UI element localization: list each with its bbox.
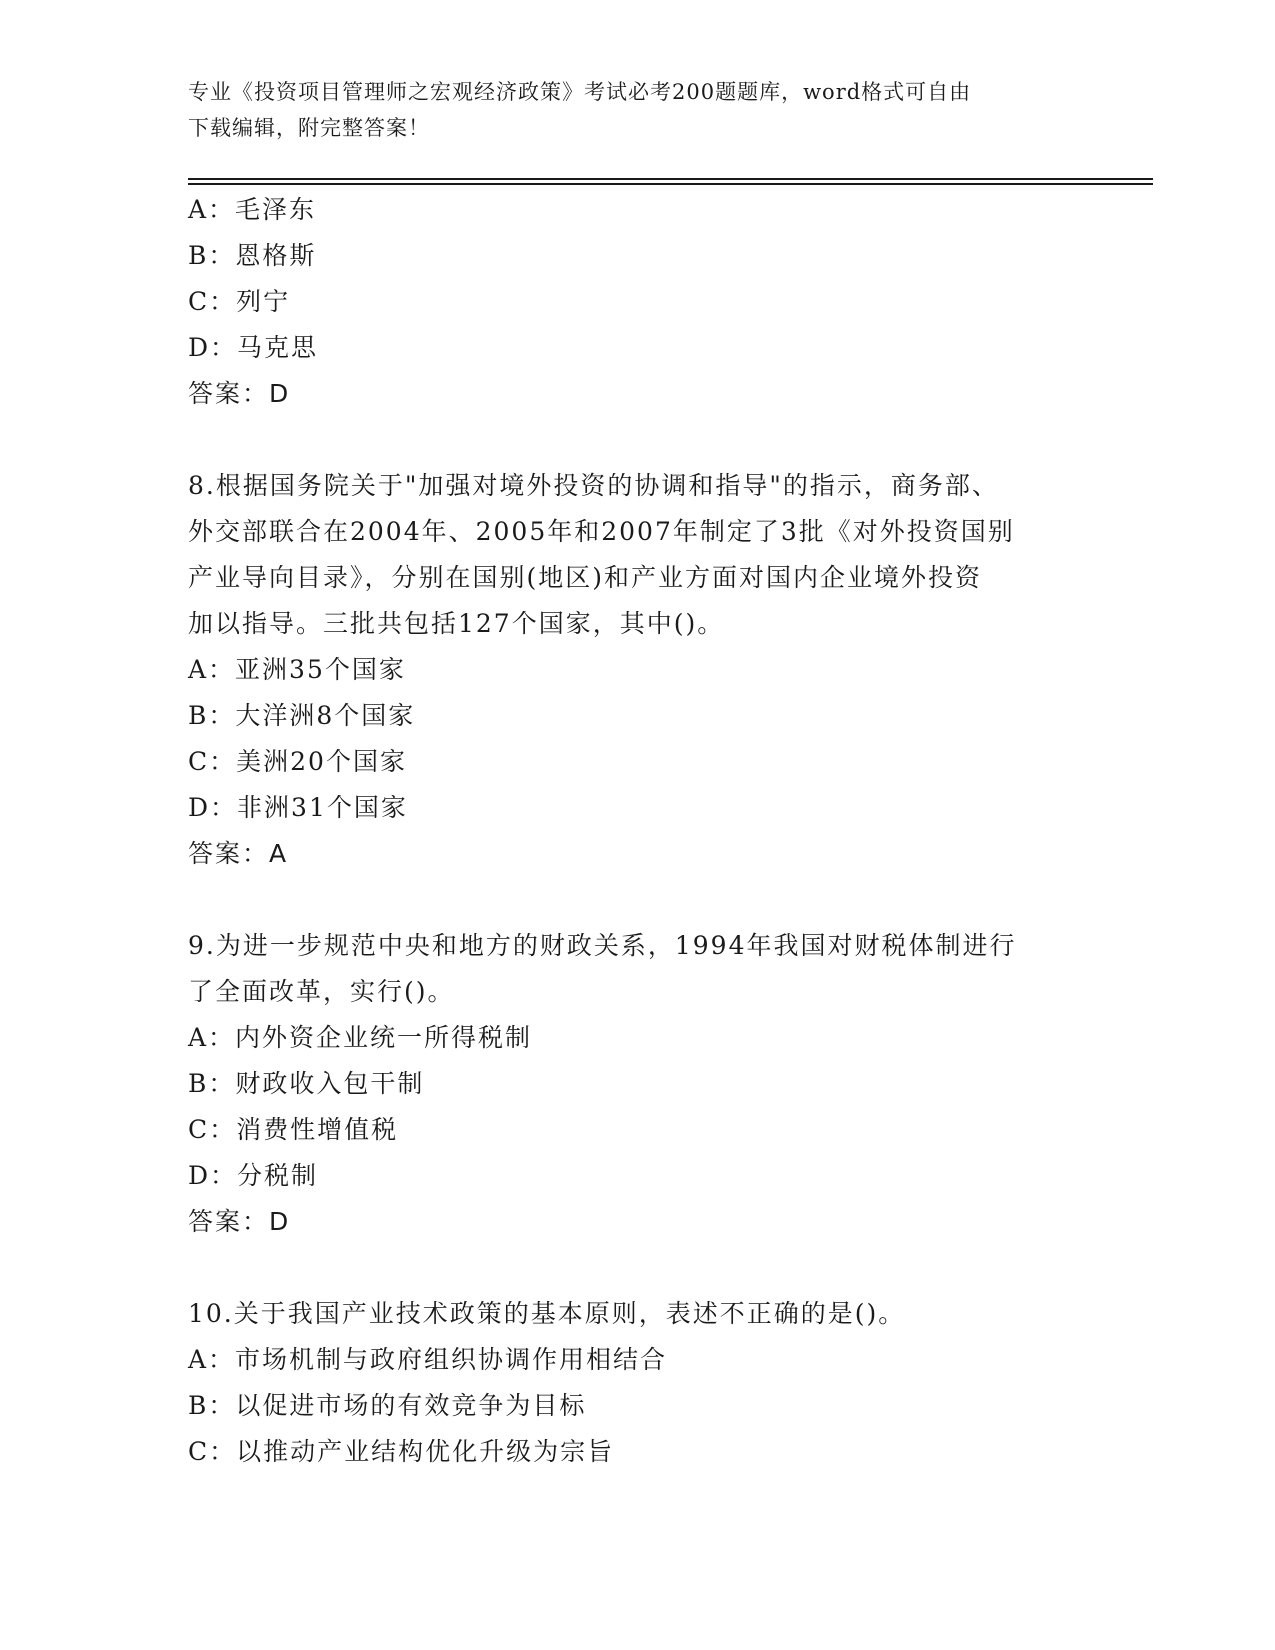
question-list [188,187,1088,1475]
option-c: C：消费性增值税 [188,1115,399,1144]
answer: 答案：D [188,1207,291,1236]
option-b: B：大洋洲8个国家 [188,701,416,730]
question-line: 10.关于我国产业技术政策的基本原则，表述不正确的是()。 [188,1299,906,1328]
option-a: A：内外资企业统一所得税制 [188,1023,533,1052]
question-line: 9.为进一步规范中央和地方的财政关系，1994年我国对财税体制进行 [188,931,1017,960]
question-8 [188,463,1088,877]
header-divider-bottom [188,183,1153,185]
option-b: B：恩格斯 [188,241,317,270]
answer: 答案：A [188,839,289,868]
question-line: 8.根据国务院关于"加强对境外投资的协调和指导"的指示，商务部、 [188,471,999,500]
option-a: A：市场机制与政府组织协调作用相结合 [188,1345,668,1374]
spacer [188,417,1088,463]
option-c: C：以推动产业结构优化升级为宗旨 [188,1437,615,1466]
question-text [188,923,1088,1015]
option-d: D：马克思 [188,333,319,362]
option-a: A：亚洲35个国家 [188,655,406,684]
question-text [188,1291,1088,1337]
header-divider-top [188,178,1153,180]
question-10 [188,1291,1088,1475]
header-line-1: 专业《投资项目管理师之宏观经济政策》考试必考200题题库，word格式可自由 [188,80,972,104]
option-a: A：毛泽东 [188,195,317,224]
question-line: 加以指导。三批共包括127个国家，其中()。 [188,609,725,638]
header-line-2: 下载编辑，附完整答案！ [188,116,430,140]
option-d: D：非洲31个国家 [188,793,408,822]
question-text [188,463,1088,647]
question-line: 外交部联合在2004年、2005年和2007年制定了3批《对外投资国别 [188,517,1015,546]
option-b: B：财政收入包干制 [188,1069,425,1098]
option-d: D：分税制 [188,1161,319,1190]
spacer [188,1245,1088,1291]
document-header [188,74,1088,146]
answer: 答案：D [188,379,291,408]
spacer [188,877,1088,923]
option-b: B：以促进市场的有效竞争为目标 [188,1391,587,1420]
question-7 [188,187,1088,417]
option-c: C：美洲20个国家 [188,747,407,776]
question-line: 了全面改革，实行()。 [188,977,455,1006]
question-9 [188,923,1088,1245]
question-line: 产业导向目录》，分别在国别(地区)和产业方面对国内企业境外投资 [188,563,983,592]
option-c: C：列宁 [188,287,291,316]
